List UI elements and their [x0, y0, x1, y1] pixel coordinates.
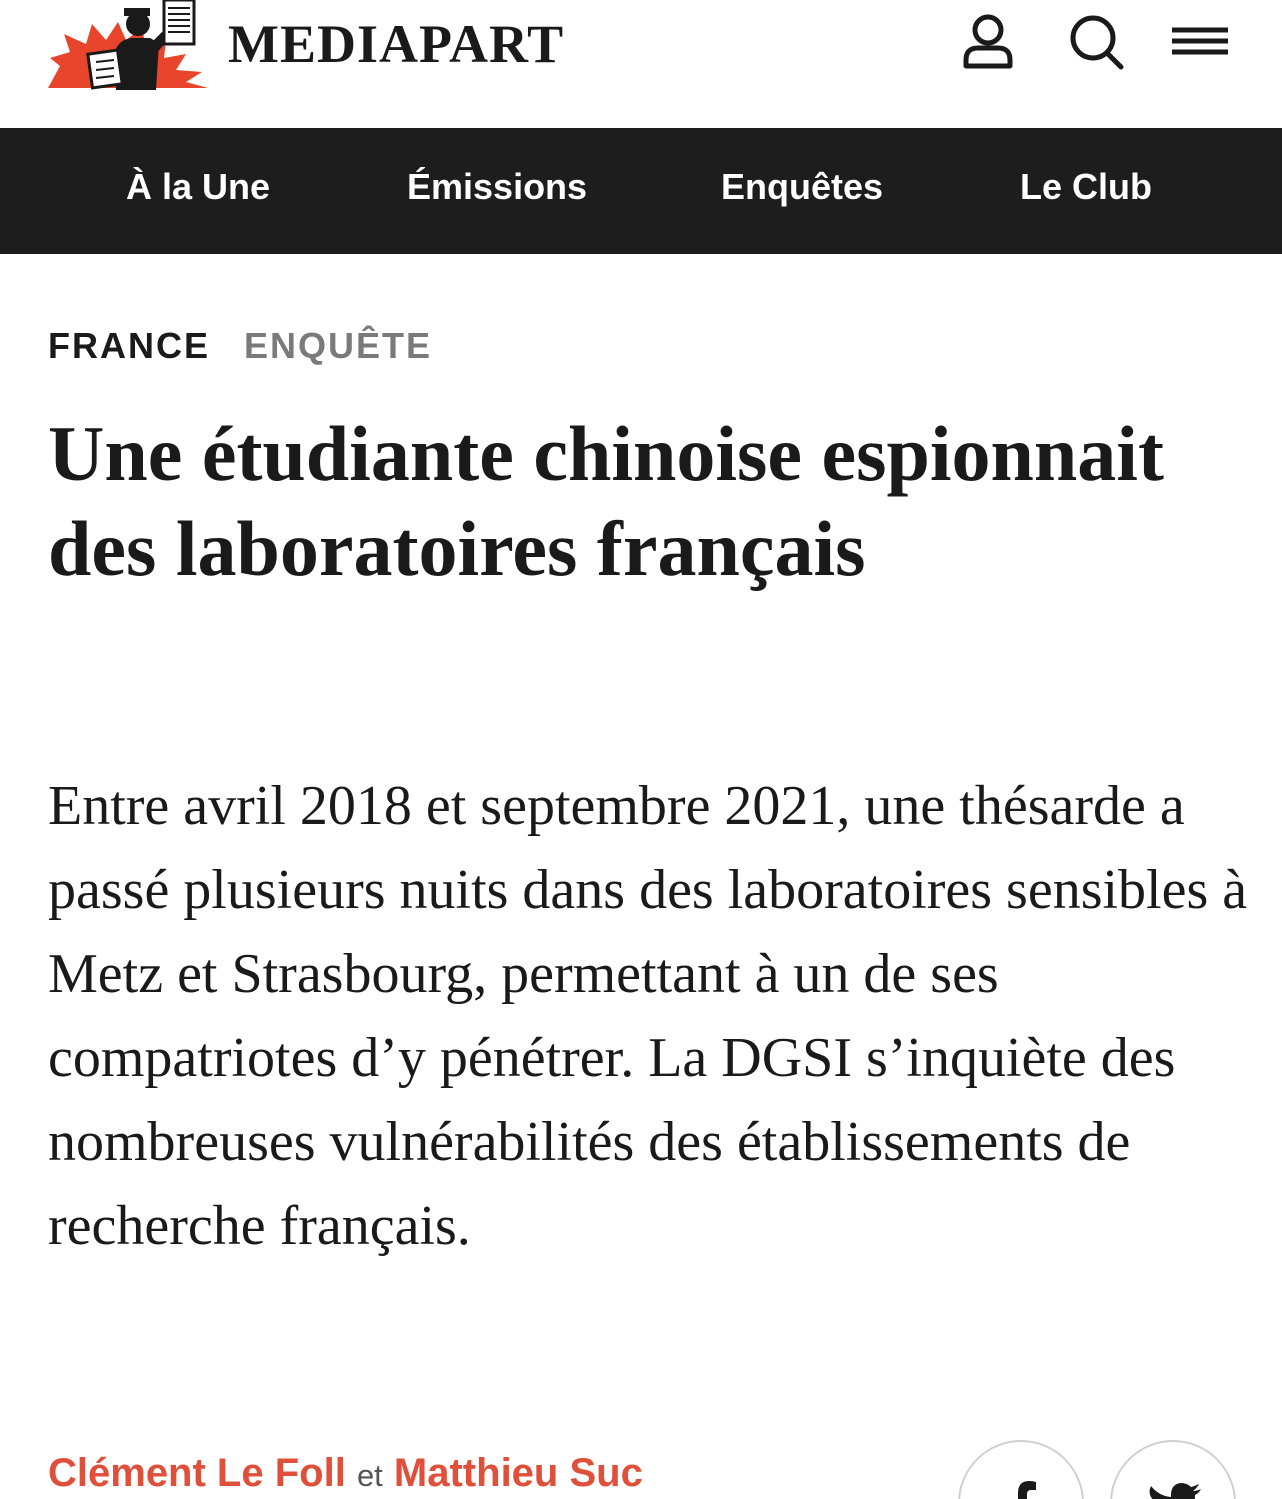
- author-link-1[interactable]: Clément Le Foll: [48, 1451, 346, 1495]
- twitter-icon: [1145, 1475, 1205, 1499]
- nav-item-a-la-une[interactable]: À la Une: [126, 166, 271, 207]
- article-byline: [48, 1446, 643, 1499]
- nav-item-le-club[interactable]: Le Club: [1020, 166, 1152, 207]
- mediapart-logo[interactable]: [46, 0, 210, 92]
- article-type-label: ENQUÊTE: [244, 325, 433, 366]
- author-link-2[interactable]: Matthieu Suc: [393, 1451, 643, 1495]
- facebook-icon: [993, 1475, 1053, 1499]
- article-section-link[interactable]: FRANCE: [48, 325, 210, 366]
- article-title: Une étudiante chinoise espionnait des laboratoires français: [48, 410, 1164, 592]
- user-icon[interactable]: [956, 10, 1020, 74]
- nav-item-enquetes[interactable]: Enquêtes: [721, 166, 884, 207]
- article-lead: Entre avril 2018 et septembre 2021, une thésarde a passé plusieurs nuits dans des laboratoires sensibles à Metz et Strasbourg, permettant à un de ses compatriotes d’y pénétrer. La DGSI s’inquiète des nombreuses vulnérabilités des établissements de recherche français.: [48, 775, 1248, 1257]
- nav-item-emissions[interactable]: Émissions: [407, 166, 588, 207]
- share-facebook-button[interactable]: [958, 1440, 1084, 1499]
- brand-name[interactable]: MEDIAPART: [228, 14, 565, 74]
- search-icon[interactable]: [1064, 10, 1128, 74]
- site-header: [0, 0, 1282, 128]
- main-nav: [0, 128, 1282, 254]
- hamburger-menu-icon[interactable]: [1168, 10, 1232, 74]
- byline-conjunction: et: [356, 1458, 383, 1493]
- share-twitter-button[interactable]: [1110, 1440, 1236, 1499]
